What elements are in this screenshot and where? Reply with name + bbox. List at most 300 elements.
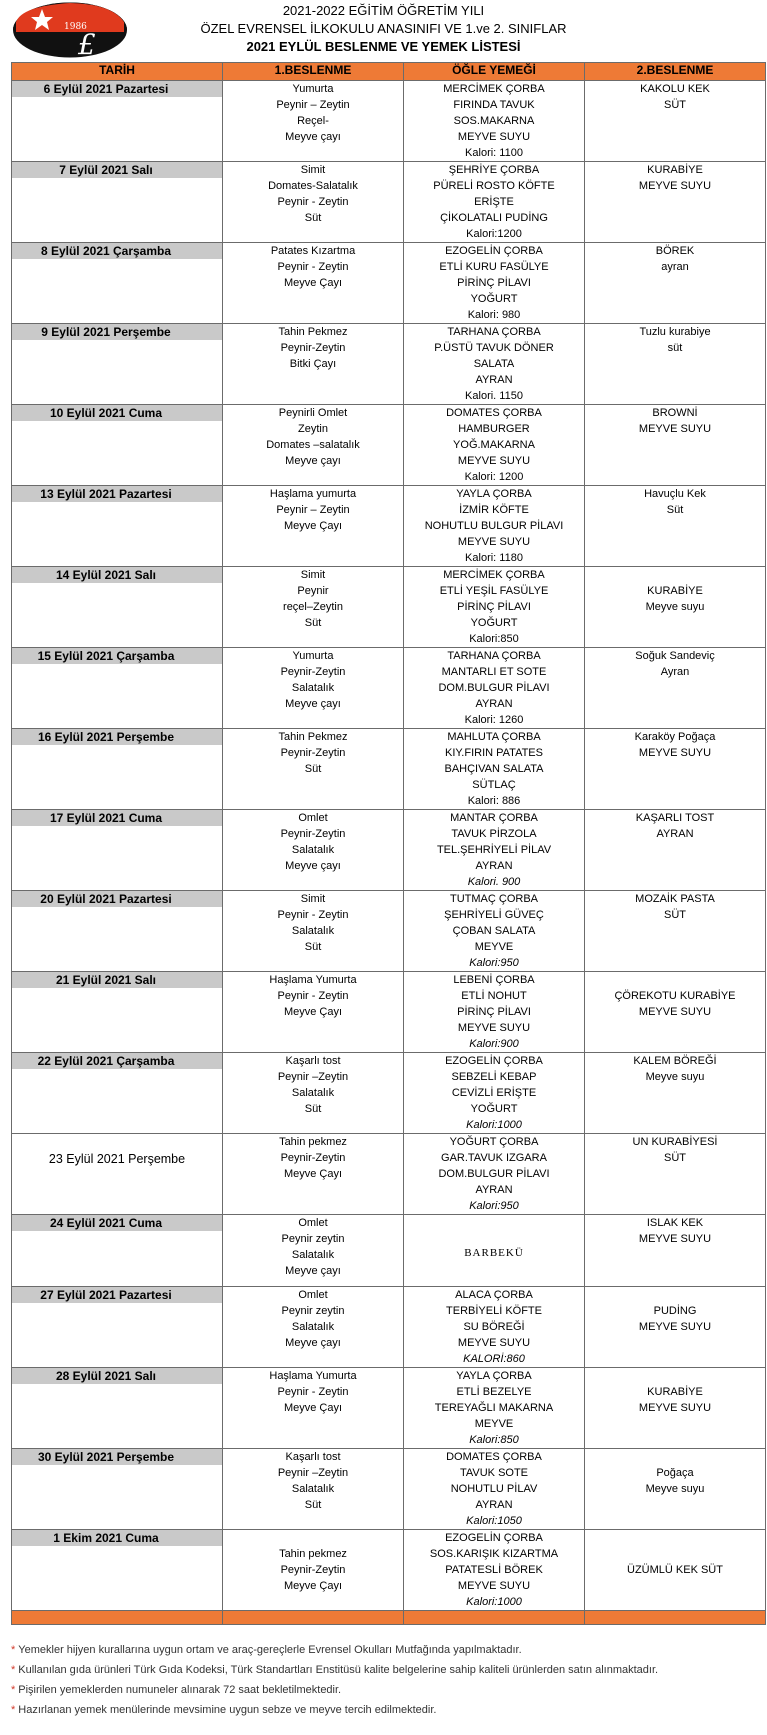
lunch-item: ETLİ KURU FASÜLYE <box>439 261 549 273</box>
breakfast2-item: Ayran <box>660 666 690 678</box>
breakfast1-item: Meyve Çayı <box>283 1006 343 1018</box>
breakfast1-item: Omlet <box>298 812 328 824</box>
lunch-item: MANTARLI ET SOTE <box>441 666 547 678</box>
note-item <box>11 1700 761 1720</box>
lunch-item: SOS.MAKARNA <box>453 115 535 127</box>
lunch-item: MAHLUTA ÇORBA <box>447 731 541 743</box>
breakfast2-item: BÖREK <box>655 245 695 257</box>
lunch-item: ALACA ÇORBA <box>455 1289 533 1301</box>
calorie-label: Kalori: 1200 <box>464 471 524 483</box>
breakfast1-item: Simit <box>300 164 326 176</box>
breakfast2-cell <box>585 1134 766 1215</box>
breakfast1-item: Zeytin <box>298 423 328 435</box>
breakfast2-item: Soğuk Sandeviç <box>635 650 715 662</box>
date-label: 23 Eylül 2021 Perşembe <box>48 1152 186 1166</box>
lunch-item: PÜRELİ ROSTO KÖFTE <box>433 180 555 192</box>
breakfast1-item: Bitki Çayı <box>289 358 337 370</box>
breakfast2-item: ÜZÜMLÜ KEK SÜT <box>627 1564 723 1576</box>
breakfast1-item: Peynir - Zeytin <box>277 990 349 1002</box>
breakfast1-item: Haşlama Yumurta <box>269 1370 357 1382</box>
breakfast1-item: Peynir-Zeytin <box>280 1152 346 1164</box>
breakfast1-item: Salatalık <box>291 682 335 694</box>
lunch-item: YOĞURT <box>470 293 518 305</box>
breakfast2-cell <box>585 405 766 486</box>
date-cell <box>12 1215 223 1287</box>
breakfast2-item: Meyve suyu <box>645 1483 705 1495</box>
lunch-item: HAMBURGER <box>458 423 530 435</box>
calorie-label: Kalori:850 <box>469 1434 519 1446</box>
table-row <box>12 1053 766 1134</box>
breakfast1-item: Yumurta <box>292 83 334 95</box>
lunch-cell <box>404 1449 585 1530</box>
breakfast2-item: PUDİNG <box>653 1305 697 1317</box>
breakfast2-item: ISLAK KEK <box>646 1217 704 1229</box>
lunch-item: YOĞURT <box>470 617 518 629</box>
lunch-cell <box>404 81 585 162</box>
lunch-item: YOĞURT <box>470 1103 518 1115</box>
asterisk-icon: * <box>11 1644 16 1656</box>
column-header-breakfast1: 1.BESLENME <box>223 63 404 81</box>
lunch-cell <box>404 1530 585 1611</box>
breakfast1-item: Tahin pekmez <box>279 1548 347 1560</box>
lunch-item: TUTMAÇ ÇORBA <box>450 893 538 905</box>
breakfast2-item: ÇÖREKOTU KURABİYE <box>614 990 736 1002</box>
breakfast2-cell <box>585 1449 766 1530</box>
column-header-lunch: ÖĞLE YEMEĞİ <box>404 63 585 81</box>
breakfast2-cell <box>585 1053 766 1134</box>
breakfast2-cell <box>585 729 766 810</box>
date-cell <box>12 567 223 648</box>
breakfast2-item: AYRAN <box>656 828 694 840</box>
breakfast2-cell <box>585 891 766 972</box>
lunch-item: SÜTLAÇ <box>472 779 516 791</box>
breakfast1-item: Salatalık <box>291 925 335 937</box>
breakfast1-item: Süt <box>304 941 322 953</box>
date-label: 10 Eylül 2021 Cuma <box>12 405 222 421</box>
lunch-item: TAVUK PİRZOLA <box>451 828 537 840</box>
notes-section <box>11 1640 761 1720</box>
lunch-cell <box>404 810 585 891</box>
date-cell <box>12 648 223 729</box>
lunch-item: TEL.ŞEHRİYELİ PİLAV <box>436 844 552 856</box>
breakfast2-item: KURABİYE <box>647 1386 703 1398</box>
breakfast2-item: KAKOLU KEK <box>640 83 710 95</box>
table-row <box>12 567 766 648</box>
breakfast1-item: Peynir-Zeytin <box>280 828 346 840</box>
breakfast1-item: Peynir-Zeytin <box>280 1564 346 1576</box>
breakfast1-item: Peynir - Zeytin <box>277 909 349 921</box>
calorie-label: Kalori:1200 <box>466 228 522 240</box>
lunch-item: TARHANA ÇORBA <box>447 650 541 662</box>
breakfast1-item: Peynir-Zeytin <box>280 342 346 354</box>
lunch-item: NOHUTLU BULGUR PİLAVI <box>424 520 564 532</box>
lunch-item: MERCİMEK ÇORBA <box>443 83 545 95</box>
lunch-item: SU BÖREĞİ <box>463 1321 525 1333</box>
lunch-item: SEBZELİ KEBAP <box>451 1071 537 1083</box>
date-label: 30 Eylül 2021 Perşembe <box>12 1449 222 1465</box>
note-text: Kullanılan gıda ürünleri Türk Gıda Kodeksi, Türk Standartları Enstitüsü kalite belgelerine sahip kaliteli ürünlerden satın alınmaktadır. <box>18 1664 659 1676</box>
breakfast2-cell <box>585 1368 766 1449</box>
breakfast2-item: Karaköy Poğaça <box>634 731 716 743</box>
breakfast2-item: KALEM BÖREĞİ <box>633 1055 717 1067</box>
date-cell <box>12 1053 223 1134</box>
lunch-cell <box>404 243 585 324</box>
breakfast1-item: Meyve çayı <box>285 131 341 143</box>
lunch-item: YAYLA ÇORBA <box>456 1370 532 1382</box>
breakfast1-item: Patates Kızartma <box>270 245 356 257</box>
special-event-label: BARBEKÜ <box>464 1247 524 1259</box>
calorie-label: Kalori: 1180 <box>465 552 523 564</box>
breakfast1-item: Peynir-Zeytin <box>280 666 346 678</box>
lunch-item: TAVUK SOTE <box>459 1467 529 1479</box>
breakfast1-item: Peynir - Zeytin <box>277 196 349 208</box>
breakfast1-cell <box>223 1134 404 1215</box>
lunch-item: YOĞURT ÇORBA <box>449 1136 539 1148</box>
breakfast1-item: Salatalık <box>291 844 335 856</box>
lunch-item: CEVİZLİ ERİŞTE <box>451 1087 537 1099</box>
breakfast2-item: MEYVE SUYU <box>638 1402 712 1414</box>
breakfast1-item: Peynir – Zeytin <box>276 504 350 516</box>
calorie-label: Kalori:1050 <box>466 1515 522 1527</box>
breakfast1-item: Simit <box>300 893 326 905</box>
lunch-item: EZOGELİN ÇORBA <box>445 1055 543 1067</box>
note-text: Yemekler hijyen kurallarına uygun ortam ve araç-gereçlerle Evrensel Okulları Mutfağında yapılmaktadır. <box>18 1644 522 1656</box>
breakfast1-item: Peynir –Zeytin <box>277 1071 349 1083</box>
asterisk-icon: * <box>11 1684 16 1696</box>
asterisk-icon: * <box>11 1704 16 1716</box>
meal-table <box>11 62 766 1625</box>
calorie-label: Kalori:950 <box>469 1200 519 1212</box>
breakfast1-item: Meyve Çayı <box>283 1402 343 1414</box>
table-row <box>12 486 766 567</box>
breakfast1-item: Peynir <box>297 585 329 597</box>
breakfast1-item: Salatalık <box>291 1249 335 1261</box>
lunch-item: ŞEHRİYE ÇORBA <box>448 164 540 176</box>
date-cell <box>12 810 223 891</box>
date-cell <box>12 405 223 486</box>
table-row <box>12 1215 766 1287</box>
breakfast1-item: Salatalık <box>291 1483 335 1495</box>
breakfast2-item: SÜT <box>664 909 686 921</box>
breakfast1-cell <box>223 81 404 162</box>
lunch-item: P.ÜSTÜ TAVUK DÖNER <box>434 342 554 354</box>
table-row <box>12 648 766 729</box>
breakfast1-item: Kaşarlı tost <box>285 1451 341 1463</box>
table-row <box>12 1449 766 1530</box>
breakfast1-item: Meyve çayı <box>285 698 341 710</box>
breakfast1-item: Meyve çayı <box>285 1337 341 1349</box>
asterisk-icon: * <box>11 1664 16 1676</box>
lunch-item: PİRİNÇ PİLAVI <box>457 277 531 289</box>
date-label: 15 Eylül 2021 Çarşamba <box>12 648 222 664</box>
lunch-cell <box>404 1287 585 1368</box>
breakfast2-cell <box>585 486 766 567</box>
lunch-cell <box>404 567 585 648</box>
breakfast1-item: Süt <box>304 1499 322 1511</box>
lunch-item: ÇOBAN SALATA <box>452 925 536 937</box>
breakfast1-item: Süt <box>304 763 322 775</box>
lunch-cell <box>404 648 585 729</box>
note-text: Hazırlanan yemek menülerinde mevsimine uygun sebze ve meyve tercih edilmektedir. <box>18 1704 437 1716</box>
column-header-date: TARİH <box>12 63 223 81</box>
breakfast1-cell <box>223 243 404 324</box>
lunch-item: ŞEHRİYELİ GÜVEÇ <box>444 909 544 921</box>
breakfast1-item: Peynir zeytin <box>281 1305 345 1317</box>
lunch-item: YAYLA ÇORBA <box>456 488 532 500</box>
date-label: 1 Ekim 2021 Cuma <box>12 1530 222 1546</box>
breakfast1-cell <box>223 567 404 648</box>
table-row <box>12 1368 766 1449</box>
note-item <box>11 1660 761 1680</box>
lunch-item: PATATESLİ BÖREK <box>445 1564 543 1576</box>
breakfast1-cell <box>223 405 404 486</box>
breakfast2-item: Meyve suyu <box>645 1071 705 1083</box>
calorie-label: Kalori: 886 <box>467 795 521 807</box>
lunch-item: DOMATES ÇORBA <box>446 1451 542 1463</box>
breakfast1-cell <box>223 1368 404 1449</box>
breakfast1-cell <box>223 1530 404 1611</box>
table-row <box>12 405 766 486</box>
school-year-title: 2021-2022 EĞİTİM ÖĞRETİM YILI <box>282 3 485 18</box>
breakfast1-item: Süt <box>304 617 322 629</box>
lunch-item: MERCİMEK ÇORBA <box>443 569 545 581</box>
lunch-item: ETLİ BEZELYE <box>456 1386 532 1398</box>
breakfast1-cell <box>223 972 404 1053</box>
breakfast1-item: Peynirli Omlet <box>278 407 348 419</box>
lunch-item: MEYVE SUYU <box>457 536 531 548</box>
breakfast1-item: Omlet <box>298 1289 328 1301</box>
date-cell <box>12 1134 223 1215</box>
lunch-item: SALATA <box>473 358 515 370</box>
breakfast1-item: Tahin pekmez <box>279 1136 347 1148</box>
note-item <box>11 1640 761 1660</box>
breakfast2-cell <box>585 648 766 729</box>
lunch-item: TERBİYELİ KÖFTE <box>446 1305 542 1317</box>
breakfast1-cell <box>223 162 404 243</box>
date-cell <box>12 1368 223 1449</box>
lunch-item: ETLİ NOHUT <box>461 990 527 1002</box>
breakfast1-item: Peynir - Zeytin <box>277 1386 349 1398</box>
date-cell <box>12 324 223 405</box>
calorie-label: Kalori: 980 <box>467 309 521 321</box>
lunch-item: EZOGELİN ÇORBA <box>445 1532 543 1544</box>
breakfast2-cell <box>585 972 766 1053</box>
lunch-item: GAR.TAVUK IZGARA <box>441 1152 547 1164</box>
breakfast2-cell <box>585 243 766 324</box>
breakfast2-item: SÜT <box>664 1152 686 1164</box>
lunch-cell <box>404 891 585 972</box>
table-row <box>12 81 766 162</box>
breakfast1-item: Yumurta <box>292 650 334 662</box>
breakfast1-item: Domates –salatalık <box>266 439 360 451</box>
breakfast1-item: reçel–Zeytin <box>283 601 343 613</box>
lunch-cell <box>404 729 585 810</box>
lunch-item: PİRİNÇ PİLAVI <box>457 1006 531 1018</box>
date-label: 21 Eylül 2021 Salı <box>12 972 222 988</box>
lunch-item: MEYVE <box>474 1418 514 1430</box>
lunch-item: MEYVE SUYU <box>457 131 531 143</box>
breakfast1-item: Haşlama Yumurta <box>269 974 357 986</box>
calorie-label: KALORİ:860 <box>463 1353 525 1365</box>
note-text: Pişirilen yemeklerden numuneler alınarak 72 saat bekletilmektedir. <box>18 1684 342 1696</box>
breakfast2-item: KURABİYE <box>647 585 703 597</box>
date-label: 13 Eylül 2021 Pazartesi <box>12 486 222 502</box>
breakfast1-cell <box>223 810 404 891</box>
lunch-item: NOHUTLU PİLAV <box>450 1483 538 1495</box>
calorie-label: Kalori:1000 <box>466 1119 522 1131</box>
date-label: 6 Eylül 2021 Pazartesi <box>12 81 222 97</box>
lunch-item: ETLİ YEŞİL FASÜLYE <box>439 585 549 597</box>
breakfast1-item: Salatalık <box>291 1087 335 1099</box>
lunch-item: ÇİKOLATALI PUDİNG <box>440 212 548 224</box>
breakfast2-cell <box>585 1287 766 1368</box>
lunch-cell <box>404 1215 585 1287</box>
breakfast2-cell <box>585 567 766 648</box>
calorie-label: Kalori:950 <box>469 957 519 969</box>
date-label: 14 Eylül 2021 Salı <box>12 567 222 583</box>
breakfast1-item: Peynir zeytin <box>281 1233 345 1245</box>
breakfast2-cell <box>585 1530 766 1611</box>
table-footer-bar <box>12 1611 766 1625</box>
lunch-item: TEREYAĞLI MAKARNA <box>434 1402 554 1414</box>
breakfast2-item: MEYVE SUYU <box>638 1321 712 1333</box>
breakfast2-item: MEYVE SUYU <box>638 1233 712 1245</box>
breakfast2-item: MEYVE SUYU <box>638 1006 712 1018</box>
lunch-item: BAHÇIVAN SALATA <box>444 763 544 775</box>
date-cell <box>12 162 223 243</box>
lunch-item: MEYVE SUYU <box>457 1580 531 1592</box>
breakfast1-cell <box>223 1215 404 1287</box>
breakfast1-cell <box>223 1287 404 1368</box>
breakfast2-cell <box>585 162 766 243</box>
breakfast1-item: Meyve Çayı <box>283 1168 343 1180</box>
breakfast1-item: Reçel- <box>297 115 329 127</box>
breakfast1-item: Peynir-Zeytin <box>280 747 346 759</box>
calorie-label: Kalori: 1100 <box>465 147 523 159</box>
breakfast2-item: MEYVE SUYU <box>638 180 712 192</box>
date-label: 22 Eylül 2021 Çarşamba <box>12 1053 222 1069</box>
breakfast1-item: Omlet <box>298 1217 328 1229</box>
lunch-cell <box>404 162 585 243</box>
breakfast1-cell <box>223 324 404 405</box>
school-name-title: ÖZEL EVRENSEL İLKOKULU ANASINIFI VE 1.ve 2. SINIFLAR <box>200 21 567 36</box>
date-label: 16 Eylül 2021 Perşembe <box>12 729 222 745</box>
lunch-item: EZOGELİN ÇORBA <box>445 245 543 257</box>
lunch-item: MEYVE <box>474 941 514 953</box>
breakfast2-item: Tuzlu kurabiye <box>639 326 711 338</box>
breakfast2-item: BROWNİ <box>652 407 698 419</box>
breakfast1-cell <box>223 486 404 567</box>
lunch-cell <box>404 486 585 567</box>
table-row <box>12 729 766 810</box>
lunch-item: DOM.BULGUR PİLAVI <box>438 1168 550 1180</box>
logo-letter: £ <box>78 28 96 58</box>
table-row <box>12 972 766 1053</box>
table-row <box>12 324 766 405</box>
breakfast1-item: Tahin Pekmez <box>278 326 348 338</box>
lunch-item: MEYVE SUYU <box>457 455 531 467</box>
date-label: 7 Eylül 2021 Salı <box>12 162 222 178</box>
breakfast1-item: Kaşarlı tost <box>285 1055 341 1067</box>
breakfast2-item: SÜT <box>664 99 686 111</box>
breakfast2-item: Meyve suyu <box>645 601 705 613</box>
breakfast1-item: Meyve Çayı <box>283 277 343 289</box>
lunch-item: ERİŞTE <box>474 196 514 208</box>
breakfast1-cell <box>223 1449 404 1530</box>
date-cell <box>12 1530 223 1611</box>
breakfast1-item: Haşlama yumurta <box>269 488 357 500</box>
breakfast1-item: Meyve çayı <box>285 860 341 872</box>
table-row <box>12 243 766 324</box>
breakfast2-cell <box>585 81 766 162</box>
breakfast1-item: Salatalık <box>291 1321 335 1333</box>
lunch-item: AYRAN <box>475 1184 513 1196</box>
lunch-item: TARHANA ÇORBA <box>447 326 541 338</box>
breakfast1-item: Peynir - Zeytin <box>277 261 349 273</box>
date-label: 9 Eylül 2021 Perşembe <box>12 324 222 340</box>
breakfast1-cell <box>223 648 404 729</box>
breakfast1-item: Simit <box>300 569 326 581</box>
date-cell <box>12 81 223 162</box>
menu-title: 2021 EYLÜL BESLENME VE YEMEK LİSTESİ <box>246 39 521 54</box>
lunch-item: DOM.BULGUR PİLAVI <box>438 682 550 694</box>
breakfast1-item: Meyve çayı <box>285 1265 341 1277</box>
lunch-item: MEYVE SUYU <box>457 1022 531 1034</box>
note-item <box>11 1680 761 1700</box>
breakfast1-item: Süt <box>304 1103 322 1115</box>
breakfast2-cell <box>585 1215 766 1287</box>
breakfast2-item: ayran <box>661 261 689 273</box>
date-cell <box>12 243 223 324</box>
calorie-label: Kalori:1000 <box>466 1596 522 1608</box>
table-row <box>12 1287 766 1368</box>
calorie-label: Kalori:900 <box>469 1038 519 1050</box>
date-label: 28 Eylül 2021 Salı <box>12 1368 222 1384</box>
breakfast2-item: MEYVE SUYU <box>638 747 712 759</box>
lunch-item: MANTAR ÇORBA <box>450 812 538 824</box>
breakfast2-item: KAŞARLI TOST <box>635 812 715 824</box>
lunch-cell <box>404 1134 585 1215</box>
breakfast1-item: Peynir –Zeytin <box>277 1467 349 1479</box>
date-cell <box>12 972 223 1053</box>
lunch-item: LEBENİ ÇORBA <box>453 974 535 986</box>
lunch-item: MEYVE SUYU <box>457 1337 531 1349</box>
lunch-cell <box>404 324 585 405</box>
lunch-item: YOĞ.MAKARNA <box>453 439 535 451</box>
logo-year: 1986 <box>64 22 87 32</box>
breakfast1-item: Süt <box>304 212 322 224</box>
date-cell <box>12 729 223 810</box>
lunch-item: İZMİR KÖFTE <box>459 504 529 516</box>
breakfast2-item: Havuçlu Kek <box>644 488 706 500</box>
breakfast1-item: Meyve çayı <box>285 455 341 467</box>
lunch-item: AYRAN <box>475 860 513 872</box>
date-label: 17 Eylül 2021 Cuma <box>12 810 222 826</box>
date-label: 8 Eylül 2021 Çarşamba <box>12 243 222 259</box>
table-row <box>12 162 766 243</box>
lunch-cell <box>404 1368 585 1449</box>
breakfast2-item: MOZAİK PASTA <box>635 893 715 905</box>
lunch-item: DOMATES ÇORBA <box>446 407 542 419</box>
lunch-cell <box>404 405 585 486</box>
calorie-label: Kalori. 900 <box>467 876 521 888</box>
lunch-item: AYRAN <box>475 1499 513 1511</box>
lunch-item: KIY.FIRIN PATATES <box>444 747 543 759</box>
breakfast1-item: Peynir – Zeytin <box>276 99 350 111</box>
breakfast1-item: Meyve Çayı <box>283 520 343 532</box>
date-cell <box>12 891 223 972</box>
breakfast1-item: Meyve Çayı <box>283 1580 343 1592</box>
